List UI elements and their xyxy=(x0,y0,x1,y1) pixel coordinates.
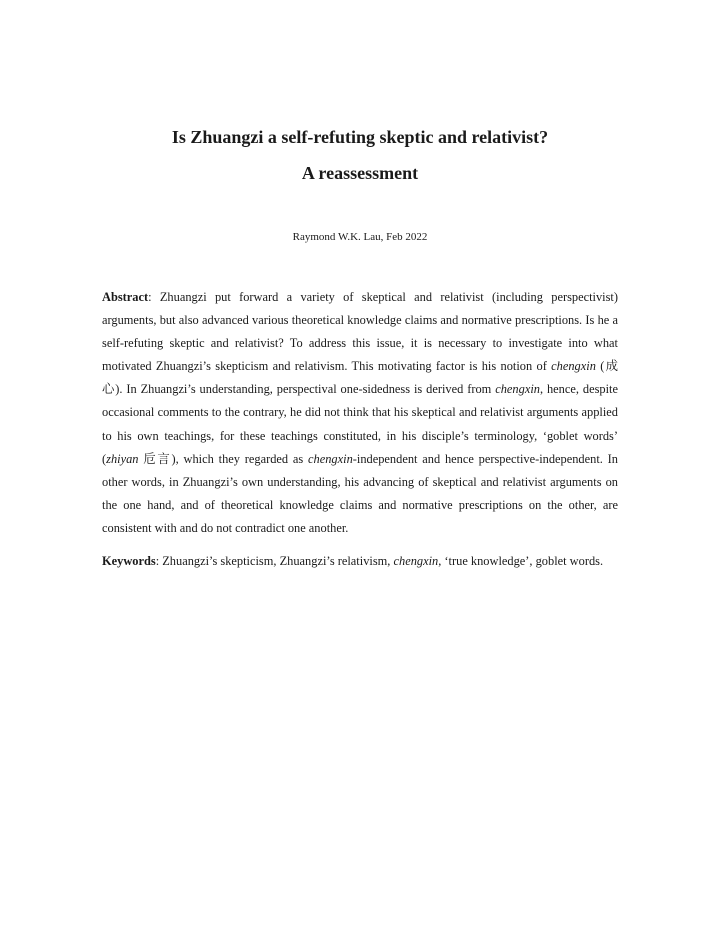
abstract-label: Abstract xyxy=(102,290,149,304)
abstract-term: chengxin xyxy=(495,382,540,397)
abstract-term: zhiyan xyxy=(106,451,139,466)
abstract-text: 卮言), which they regarded as xyxy=(138,451,309,466)
keywords-label: Keywords xyxy=(102,554,156,568)
abstract-text: -independent and hence perspective-independent. In other words, in Zhuangzi’s own understanding, his advancing of skeptical and relativist arguments on the one hand, and of theoretical knowledge claims and normative prescriptions on the other, are consistent with and do not contradict one another. xyxy=(102,451,618,535)
paper-title: Is Zhuangzi a self-refuting skeptic and relativist? xyxy=(171,127,549,147)
keywords-text: , ‘true knowledge’, goblet words. xyxy=(438,554,604,568)
abstract-paragraph xyxy=(102,286,618,540)
abstract-term: chengxin xyxy=(308,451,353,466)
keywords-text: : Zhuangzi’s skepticism, Zhuangzi’s relativism, xyxy=(155,554,394,568)
author-line: Raymond W.K. Lau, Feb 2022 xyxy=(292,231,428,243)
abstract-text: : Zhuangzi put forward a variety of skeptical and relativist (including perspectivist) arguments, but also advanced various theoretical knowledge claims and normative prescriptions. Is he a self-refuting skeptic and relativist? To address this issue, it is necessary to investigate into what motivated Zhuangzi’s skepticism and relativism. This motivating factor is his notion of xyxy=(102,290,618,374)
abstract-term: chengxin xyxy=(551,359,596,374)
paper-subtitle: A reassessment xyxy=(301,163,419,183)
keywords-paragraph xyxy=(102,550,618,573)
keywords-term: chengxin xyxy=(393,554,439,568)
abstract-text: (成心). In Zhuangzi’s understanding, perspectival one-sidedness is derived from xyxy=(102,359,618,397)
abstract-text: , hence, despite occasional comments to the contrary, he did not think that his skeptical and relativist arguments applied to his own teachings, for these teachings constituted, in his disciple’s terminology, ‘goblet words’ ( xyxy=(102,382,618,466)
